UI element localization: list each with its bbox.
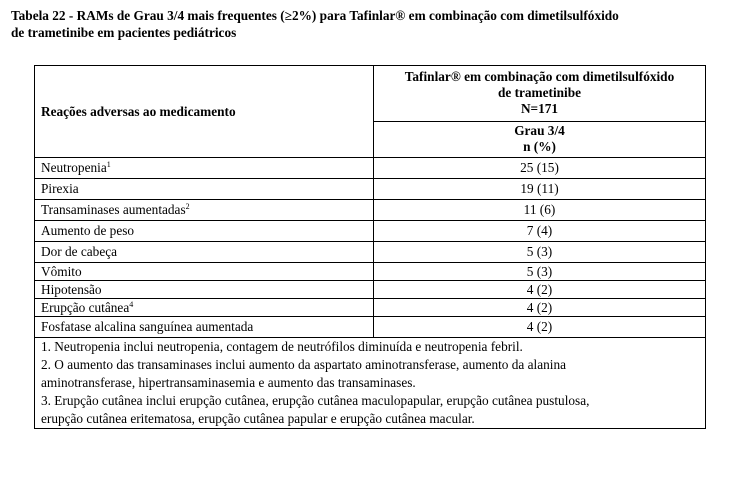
header-grade-line-1: Grau 3/4 xyxy=(514,123,565,139)
reaction-cell xyxy=(35,299,374,317)
reaction-cell xyxy=(35,179,374,200)
value-cell: 25 (15) xyxy=(374,158,706,179)
value-cell: 4 (2) xyxy=(374,299,706,317)
value-cell: 4 (2) xyxy=(374,281,706,299)
header-grade xyxy=(374,121,706,157)
footnotes-row xyxy=(35,338,706,429)
reaction-label: Transaminases aumentadas xyxy=(41,202,186,217)
footnote-2: 2. O aumento das transaminases inclui aumento da aspartato aminotransferase, aumento da alanina xyxy=(41,357,567,372)
reaction-label: Erupção cutânea xyxy=(41,299,130,315)
table-row xyxy=(35,179,706,200)
table-row xyxy=(35,200,706,221)
reaction-cell xyxy=(35,221,374,242)
caption-line-2: de trametinibe em pacientes pediátricos xyxy=(11,25,237,40)
footnote-marker: 2 xyxy=(185,202,190,211)
reaction-cell xyxy=(35,281,374,299)
value-cell: 19 (11) xyxy=(374,179,706,200)
caption-line-1: Tabela 22 - RAMs de Grau 3/4 mais frequentes (≥2%) para Tafinlar® em combinação com dimetilsulfóxido xyxy=(11,8,619,23)
reaction-cell xyxy=(35,200,374,221)
reaction-label: Neutropenia xyxy=(41,160,107,175)
footnote-marker: 4 xyxy=(129,299,134,309)
table-row xyxy=(35,263,706,281)
table-caption xyxy=(11,7,746,41)
value-cell: 7 (4) xyxy=(374,221,706,242)
adverse-reactions-table xyxy=(34,65,706,429)
header-tafinlar-line-2: de trametinibe xyxy=(497,85,582,101)
header-tafinlar xyxy=(374,66,706,122)
table-row xyxy=(35,158,706,179)
footnote-marker: 1 xyxy=(106,160,111,169)
reaction-cell xyxy=(35,242,374,263)
footnote-2-cont: aminotransferase, hipertransaminasemia e aumento das transaminases. xyxy=(41,375,416,390)
reaction-label: Aumento de peso xyxy=(41,223,135,238)
reaction-cell xyxy=(35,317,374,338)
value-cell: 4 (2) xyxy=(374,317,706,338)
table-row xyxy=(35,317,706,338)
header-tafinlar-n: N=171 xyxy=(520,101,559,117)
header-reactions: Reações adversas ao medicamento xyxy=(35,66,374,158)
reaction-label: Fosfatase alcalina sanguínea aumentada xyxy=(41,319,254,334)
footnotes-cell xyxy=(35,338,706,429)
footnote-1: 1. Neutropenia inclui neutropenia, contagem de neutrófilos diminuída e neutropenia febril. xyxy=(41,339,523,354)
table-row xyxy=(35,221,706,242)
footnote-3-cont: erupção cutânea eritematosa, erupção cutânea papular e erupção cutânea macular. xyxy=(41,411,475,426)
reaction-cell xyxy=(35,263,374,281)
table-row xyxy=(35,299,706,317)
table-row xyxy=(35,242,706,263)
reaction-label: Vômito xyxy=(41,263,82,279)
table-row xyxy=(35,281,706,299)
footnote-3: 3. Erupção cutânea inclui erupção cutânea, erupção cutânea maculopapular, erupção cutânea pustulosa, xyxy=(41,393,590,408)
header-grade-line-2: n (%) xyxy=(523,139,556,155)
value-cell: 5 (3) xyxy=(374,242,706,263)
reaction-label: Pirexia xyxy=(41,181,79,196)
value-cell: 5 (3) xyxy=(374,263,706,281)
reaction-label: Dor de cabeça xyxy=(41,244,118,259)
header-tafinlar-line-1: Tafinlar® em combinação com dimetilsulfóxido xyxy=(404,69,675,85)
reaction-cell xyxy=(35,158,374,179)
value-cell: 11 (6) xyxy=(374,200,706,221)
reaction-label: Hipotensão xyxy=(41,281,102,297)
